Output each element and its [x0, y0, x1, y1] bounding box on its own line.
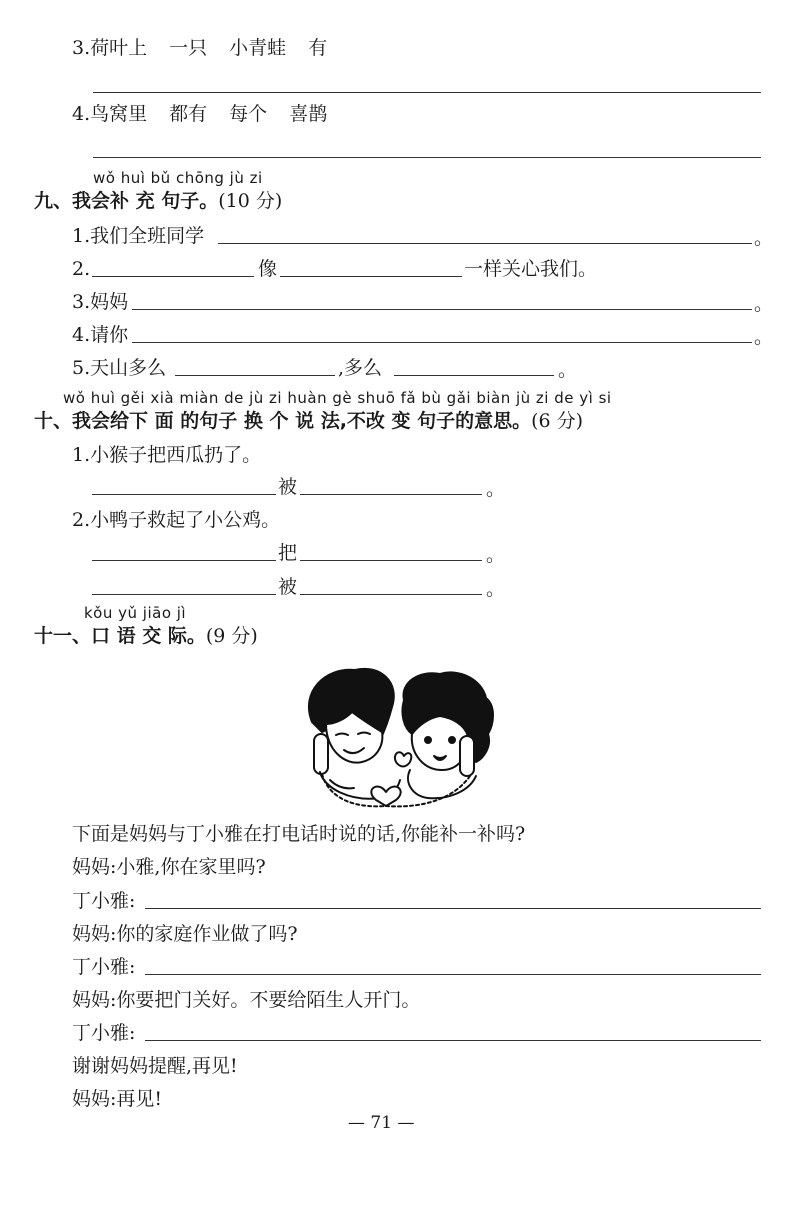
- period: 。: [754, 326, 774, 348]
- section-title: 十一、口 语 交 际。: [34, 625, 206, 647]
- keyword-ba: 把: [278, 542, 298, 564]
- section-score: (6 分): [531, 410, 584, 432]
- blank-line[interactable]: [92, 494, 276, 495]
- question-3: [72, 36, 327, 60]
- question-number: 3.: [72, 37, 91, 59]
- phone-call-illustration: [300, 662, 500, 808]
- sec9-item-5: 5.天山多么: [72, 357, 167, 379]
- sec9-item-3: 3.妈妈: [72, 291, 129, 313]
- sec9-item-2-tail: 一样关心我们。: [464, 258, 598, 280]
- section-10-heading: [34, 409, 583, 433]
- word-card: 小青蛙: [229, 37, 287, 59]
- period: 。: [486, 544, 506, 566]
- sec10-item-1: 1.小猴子把西瓜扔了。: [72, 444, 262, 466]
- sec9-item-4: 4.请你: [72, 324, 129, 346]
- word-card: 荷叶上: [90, 37, 148, 59]
- dialogue-line-thanks: 谢谢妈妈提醒,再见!: [72, 1055, 238, 1077]
- period: 。: [754, 227, 774, 249]
- period: 。: [486, 478, 506, 500]
- section-score: (9 分): [205, 625, 258, 647]
- dialogue-line-xiaoya-1: 丁小雅:: [72, 890, 136, 912]
- section-10-pinyin: wǒ huì gěi xià miàn de jù zi huàn gè shuō fǎ bù gǎi biàn jù zi de yì si: [63, 389, 612, 407]
- section-9-heading: [34, 189, 282, 213]
- answer-line-q3[interactable]: [93, 92, 761, 93]
- section-9-pinyin: wǒ huì bǔ chōng jù zi: [93, 169, 263, 187]
- dialogue-line-xiaoya-3: 丁小雅:: [72, 1022, 136, 1044]
- blank-line[interactable]: [92, 560, 276, 561]
- period: 。: [486, 578, 506, 600]
- sec9-item-5-mid: ,多么: [338, 357, 383, 379]
- word-card: 一只: [169, 37, 208, 59]
- sec9-item-1: 1.我们全班同学: [72, 225, 205, 247]
- dialogue-line-mom-4: 妈妈:再见!: [72, 1088, 163, 1110]
- answer-line[interactable]: [145, 1040, 761, 1041]
- blank-line[interactable]: [280, 276, 462, 277]
- word-card: 都有: [169, 103, 208, 125]
- dialogue-line-mom-2: 妈妈:你的家庭作业做了吗?: [72, 923, 298, 945]
- section-11-pinyin: kǒu yǔ jiāo jì: [84, 604, 187, 622]
- page-number: — 71 —: [348, 1113, 415, 1133]
- blank-line[interactable]: [132, 342, 752, 343]
- dialogue-intro: 下面是妈妈与丁小雅在打电话时说的话,你能补一补吗?: [72, 823, 526, 845]
- keyword-bei: 被: [278, 476, 298, 498]
- dialogue-line-xiaoya-2: 丁小雅:: [72, 956, 136, 978]
- section-title: 十、我会给下 面 的句子 换 个 说 法,不改 变 句子的意思。: [34, 410, 532, 432]
- blank-line[interactable]: [300, 594, 482, 595]
- answer-line-q4[interactable]: [93, 157, 761, 158]
- blank-line[interactable]: [300, 494, 482, 495]
- sec9-item-2-num: 2.: [72, 258, 91, 280]
- answer-line[interactable]: [145, 974, 761, 975]
- blank-line[interactable]: [218, 243, 752, 244]
- question-number: 4.: [72, 103, 91, 125]
- sec9-item-2-mid: 像: [258, 258, 278, 280]
- blank-line[interactable]: [132, 309, 752, 310]
- section-title: 九、我会补 充 句子。: [34, 190, 219, 212]
- blank-line[interactable]: [92, 594, 276, 595]
- sec10-item-2: 2.小鸭子救起了小公鸡。: [72, 509, 281, 531]
- blank-line[interactable]: [175, 375, 335, 376]
- dialogue-line-mom-1: 妈妈:小雅,你在家里吗?: [72, 856, 266, 878]
- question-4: [72, 102, 327, 126]
- answer-line[interactable]: [145, 908, 761, 909]
- dialogue-line-mom-3: 妈妈:你要把门关好。不要给陌生人开门。: [72, 989, 421, 1011]
- period: 。: [754, 293, 774, 315]
- blank-line[interactable]: [92, 276, 254, 277]
- blank-line[interactable]: [300, 560, 482, 561]
- word-card: 每个: [229, 103, 268, 125]
- blank-line[interactable]: [394, 375, 554, 376]
- section-score: (10 分): [218, 190, 283, 212]
- word-card: 喜鹊: [289, 103, 328, 125]
- word-card: 有: [308, 37, 328, 59]
- keyword-bei: 被: [278, 576, 298, 598]
- section-11-heading: [34, 624, 258, 648]
- word-card: 鸟窝里: [90, 103, 148, 125]
- period: 。: [558, 359, 578, 381]
